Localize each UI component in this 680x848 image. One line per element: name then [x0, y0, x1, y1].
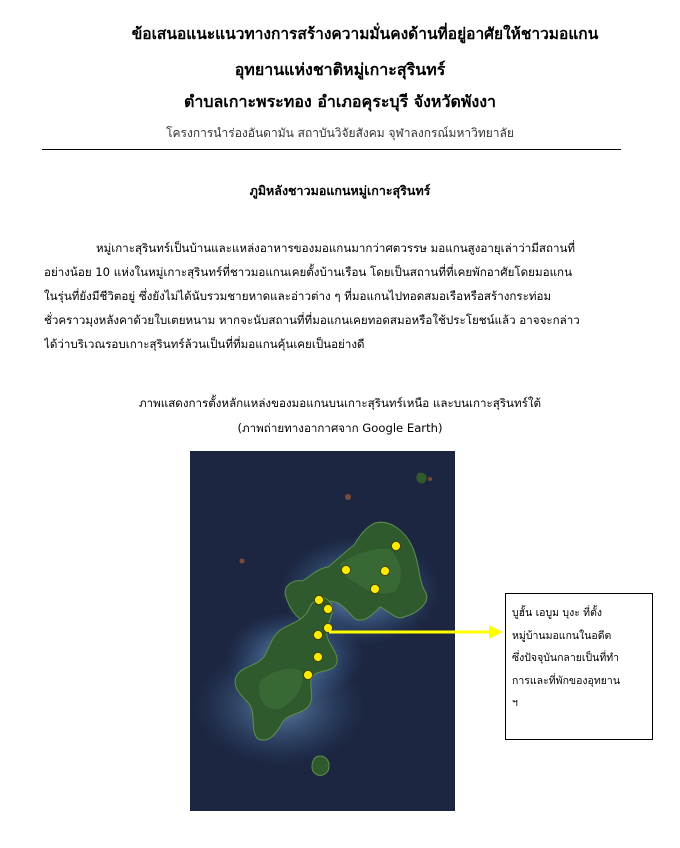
settlement-marker [324, 605, 333, 614]
callout-line: หมู่บ้านมอแกนในอดีต [512, 629, 612, 642]
affiliation: โครงการนำร่องอันดามัน สถาบันวิจัยสังคม จุฬาลงกรณ์มหาวิทยาลัย [166, 126, 514, 140]
section-heading: ภูมิหลังชาวมอแกนหมู่เกาะสุรินทร์ [249, 183, 431, 198]
callout-line: บูฮั้น เอบูม บุงะ ที่ตั้ง [512, 607, 603, 619]
callout-line: การและที่พักของอุทยาน [512, 674, 620, 687]
title-line-3: ตำบลเกาะพระทอง อำเภอคุระบุรี จังหวัดพังงา [183, 92, 497, 111]
callout-arrow [325, 622, 507, 642]
title-line-2: อุทยานแห่งชาติหมู่เกาะสุรินทร์ [234, 60, 446, 79]
callout-box [505, 593, 653, 740]
header-divider [42, 149, 621, 150]
body-paragraph [44, 236, 620, 356]
south-islet [312, 756, 329, 775]
settlement-marker [342, 566, 351, 575]
figure-caption: ภาพแสดงการตั้งหลักแหล่งของมอแกนบนเกาะสุรินทร์เหนือ และบนเกาะสุรินทร์ใต้ [138, 396, 542, 410]
settlement-marker [371, 585, 380, 594]
callout-line: ฯ [512, 697, 518, 709]
rock-outcrop [240, 559, 245, 564]
arrow-head [489, 625, 503, 639]
figure-source: (ภาพถ่ายทางอากาศจาก Google Earth) [237, 421, 443, 435]
title-line-1: ข้อเสนอแนะแนวทางการสร้างความมั่นคงด้านที่อยู่อาศัยให้ชาวมอแกน [131, 25, 599, 43]
settlement-marker [392, 542, 401, 551]
settlement-marker [314, 631, 323, 640]
settlement-marker [314, 653, 323, 662]
paragraph-line: อย่างน้อย 10 แห่งในหมู่เกาะสุรินทร์ที่ชาวมอแกนเคยตั้งบ้านเรือน โดยเป็นสถานที่ที่เคยพักอาศัยโดยมอแกน [44, 265, 572, 279]
callout-line: ซึ่งปัจจุบันกลายเป็นที่ทำ [512, 652, 620, 664]
paragraph-line: หมู่เกาะสุรินทร์เป็นบ้านและแหล่งอาหารของมอแกนมากว่าศตวรรษ มอแกนสูงอายุเล่าว่ามีสถานที่ [96, 241, 576, 255]
paragraph-line: ชั่วคราวมุงหลังคาด้วยใบเตยหนาม หากจะนับสถานที่ที่มอแกนเคยทอดสมอหรือใช้ประโยชน์แล้ว อาจจะกล่าว [44, 313, 580, 327]
paragraph-line: ได้ว่าบริเวณรอบเกาะสุรินทร์ล้วนเป็นที่ที่มอแกนคุ้นเคยเป็นอย่างดี [44, 337, 365, 351]
settlement-marker [381, 567, 390, 576]
paragraph-line: ในรุ่นที่ยังมีชีวิตอยู่ ซึ่งยังไม่ได้นับรวมชายหาดและอ่าวต่าง ๆ ที่มอแกนไปทอดสมอเรือหรือสร้างกระท่อม [44, 289, 552, 303]
settlement-marker [315, 596, 324, 605]
rock-outcrop [428, 477, 432, 481]
settlement-marker [304, 671, 313, 680]
rock-outcrop [345, 494, 351, 500]
